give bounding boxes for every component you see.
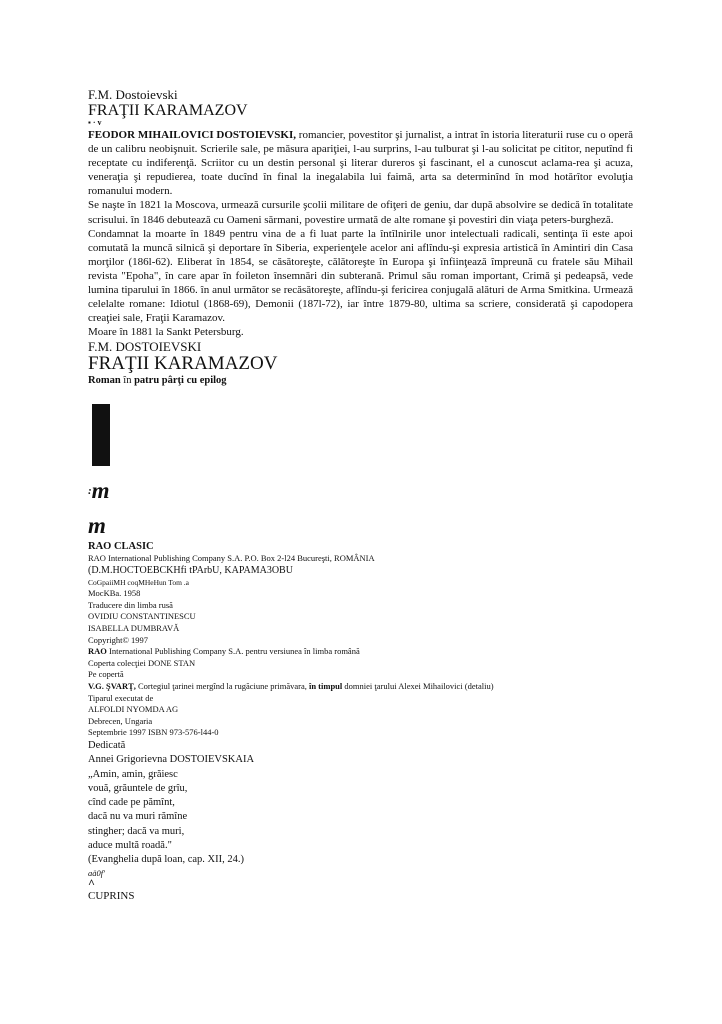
- bio-text: romancier, povestitor şi jurnalist, a intrat în istoria literaturii ruse cu o operă de un calibru neobişnuit. Scrierile sale, pe măsura apariţiei, l-au surprins, l-au tulburat şi l-au solicitat pe cititor, neputînd fi receptate cu indiferenţă. Scriitor cu un destin personal şi literar dureros şi fascinant, el a cunoscut aclama-rea şi acuza, veneraţia şi repudierea, toate ducînd în final la inegalabila lui faimă, arta sa determinînd în mod hotărîtor evoluţia romanului modern.: [88, 129, 633, 198]
- author-biography: [88, 128, 633, 339]
- verse-line: stingher; dacă va muri,: [88, 825, 185, 837]
- imprint-line: MocKBa. 1958: [88, 588, 141, 599]
- imprint-original-title: (D.M.HOCTOEBCKHfi tPArbU, KAPAMA3OBU: [88, 565, 293, 576]
- signature-mark: aä0f': [88, 867, 105, 878]
- dedication-block: [88, 739, 633, 868]
- title-page-subtitle: Roman în patru pârţi cu epilog: [88, 375, 227, 387]
- imprint-cover-credit: V.G. ŞVARŢ, Cortegiul ţarinei mergînd la rugăciune primăvara, în timpul domniei ţarului Alexei Mihailovici (detaliu): [88, 680, 494, 691]
- dedication-recipient: Annei Grigorievna DOSTOIEVSKAIA: [88, 754, 255, 766]
- imprint-line: Debrecen, Ungaria: [88, 715, 153, 726]
- document-page: [88, 88, 633, 903]
- decorative-m-mark: m: [88, 513, 106, 539]
- publisher-series: RAO CLASIC: [88, 541, 154, 553]
- bio-paragraph: Se naşte în 1821 la Moscova, urmează cursurile şcolii militare de ofiţeri de geniu, dar după absolvire se dedică în totalitate scrisului. în 1846 debutează cu Oameni sărmani, povestire urmată de alte romane şi povestiri din viaţa peters-burgheză.: [88, 199, 633, 226]
- imprint-line: CoGpaiiMH coqMHeHun Tom .a: [88, 577, 189, 587]
- header-author: F.M. Dostoievski: [88, 87, 178, 102]
- publication-imprint: [88, 553, 633, 739]
- imprint-line: Copyright© 1997: [88, 634, 149, 645]
- bio-paragraph: Moare în 1881 la Sankt Petersburg.: [88, 326, 244, 339]
- caret-mark: ^: [88, 875, 95, 890]
- imprint-line: RAO International Publishing Company S.A. pentru versiunea în limba română: [88, 646, 360, 657]
- imprint-line: Tiparul executat de: [88, 692, 154, 703]
- imprint-line: Pe copertă: [88, 669, 124, 680]
- title-page-author: F.M. DOSTOIEVSKI: [88, 339, 202, 355]
- table-of-contents-heading: CUPRINS: [88, 889, 135, 902]
- imprint-isbn: Septembrie 1997 ISBN 973-576-l44-0: [88, 727, 219, 738]
- verse-line: dacă nu va muri rămîne: [88, 811, 188, 823]
- decorative-m-mark: :m: [88, 478, 110, 504]
- ornament-glyphs: ▪ · v: [88, 118, 102, 127]
- dedication-heading: Dedicată: [88, 739, 126, 751]
- bio-author-name: FEODOR MIHAILOVICI DOSTOIEVSKI,: [88, 129, 296, 141]
- header-title: FRAŢII KARAMAZOV: [88, 102, 248, 119]
- imprint-line: Coperta colecţiei DONE STAN: [88, 657, 196, 668]
- black-bar-mark: [92, 404, 110, 466]
- title-page-title: FRAŢII KARAMAZOV: [88, 353, 278, 375]
- verse-source: (Evanghelia după loan, cap. XII, 24.): [88, 854, 244, 866]
- imprint-line: ISABELLA DUMBRAVĂ: [88, 622, 180, 633]
- bio-paragraph: [88, 128, 633, 198]
- verse-line: aduce multă roadă.": [88, 839, 172, 851]
- imprint-line: OVIDIU CONSTANTINESCU: [88, 611, 196, 622]
- verse-line: cînd cade pe pămînt,: [88, 797, 175, 809]
- verse-line: „Amin, amin, grăiesc: [88, 768, 178, 780]
- imprint-line: Traducere din limba rusă: [88, 599, 173, 610]
- imprint-line: ALFOLDI NYOMDA AG: [88, 704, 179, 715]
- verse-line: vouă, grăuntele de grîu,: [88, 782, 188, 794]
- imprint-line: RAO International Publishing Company S.A. P.O. Box 2-l24 Bucureşti, ROMÂNIA: [88, 553, 375, 564]
- bio-paragraph: Condamnat la moarte în 1849 pentru vina de a fi luat parte la întîlnirile unor intelectuali radicali, sentinţa îi este apoi comutată la muncă silnică şi deportare în Siberia, experienţele acelor ani aflîndu-şi expresia artistică în Amintiri din Casa morţilor (186l-62). Eliberat în 1854, se căsătoreşte, călătoreşte în Europa şi înfiinţează împreună cu fratele său Mihail revista "Epoha", în care apar în foileton însemnări din subterană. Primul său roman important, Crimă şi pedeapsă, vede lumina tiparului în 1866. în anul următor se recăsătoreşte, aflîndu-şi fericirea conjugală alături de Arma Smitkina. Urmează celelalte romane: Idiotul (1868-69), Demonii (187l-72), iar între 1879-80, ultima sa scriere, considerată şi capodopera creaţiei sale, Fraţii Karamazov.: [88, 227, 633, 325]
